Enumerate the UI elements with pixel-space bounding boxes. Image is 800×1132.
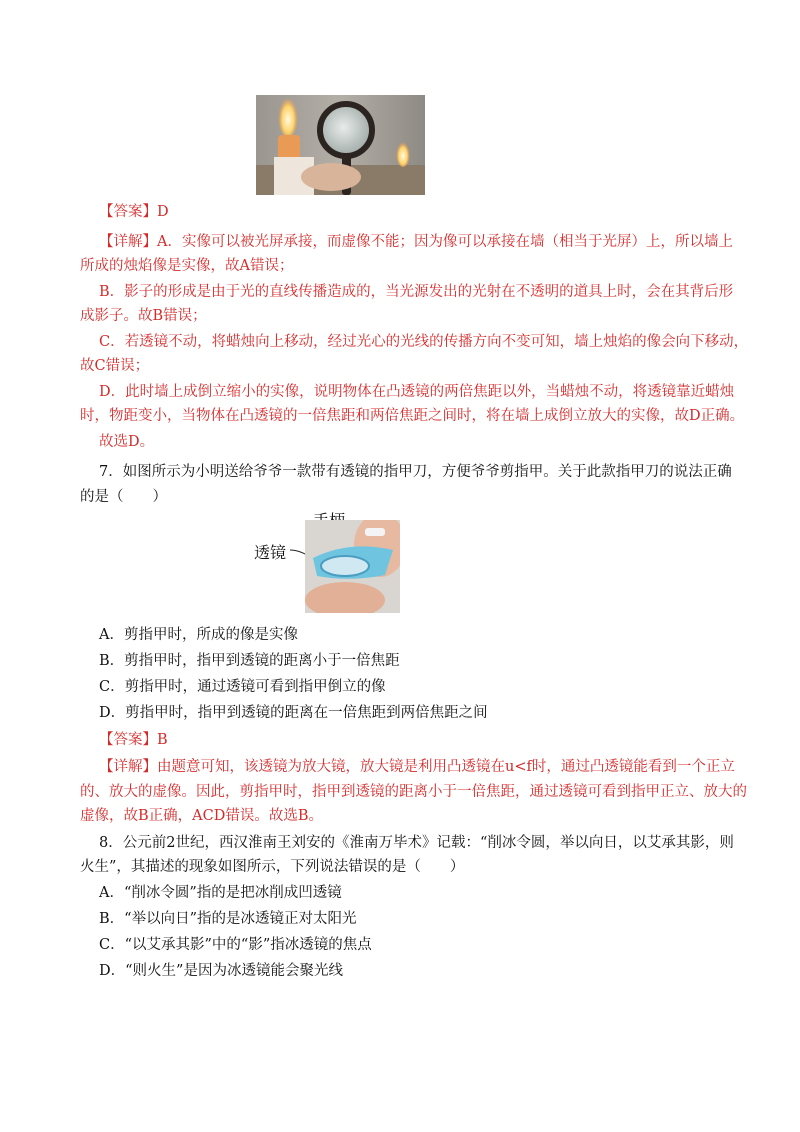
nail-clipper-photo <box>305 520 400 613</box>
q7-stem-line-2: 的是（ ） <box>80 489 167 505</box>
q7-detail-line-3: 虚像，故B正确，ACD错误。故选B。 <box>80 808 324 824</box>
q6-detail-line-9: 故选D。 <box>99 434 155 450</box>
q6-answer <box>99 202 169 222</box>
q7-detail-line-2: 的、放大的虚像。因此，剪指甲时，指甲到透镜的距离小于一倍焦距，通过透镜可看到指甲正立、放大的 <box>80 784 747 800</box>
q7-option-c: C．剪指甲时，通过透镜可看到指甲倒立的像 <box>99 679 386 695</box>
q8-stem-line-1: 8．公元前2世纪，西汉淮南王刘安的《淮南万毕术》记载：“削冰令圆，举以向日，以艾承其影，则 <box>99 835 734 851</box>
q6-detail-line-1 <box>99 232 733 252</box>
q8-option-a: A．“削冰令圆”指的是把冰削成凹透镜 <box>99 885 342 901</box>
q8-option-b: B．“举以向日”指的是冰透镜正对太阳光 <box>99 911 357 927</box>
q7-option-a: A．剪指甲时，所成的像是实像 <box>99 627 298 643</box>
answer-tag: 【答案】 <box>99 732 157 748</box>
answer-tag: 【答案】 <box>99 204 157 220</box>
q6-detail-line-6: 故C错误； <box>80 358 150 374</box>
q6-detail-line-2: 所成的烛焰像是实像，故A错误； <box>80 258 294 274</box>
answer-value: B <box>157 732 168 748</box>
figure-label-lens: 透镜 <box>254 543 287 562</box>
q6-detail-line-7: D．此时墙上成倒立缩小的实像，说明物体在凸透镜的两倍焦距以外，当蜡烛不动，将透镜靠近蜡烛 <box>99 384 735 400</box>
q7-detail-line-1 <box>99 757 735 777</box>
detail-tag: 【详解】 <box>99 234 157 250</box>
q7-option-b: B．剪指甲时，指甲到透镜的距离小于一倍焦距 <box>99 653 400 669</box>
q8-option-c: C．“以艾承其影”中的“影”指冰透镜的焦点 <box>99 937 372 953</box>
q6-detail-line-3: B．影子的形成是由于光的直线传播造成的，当光源发出的光射在不透明的道具上时，会在其背后形 <box>99 284 734 300</box>
detail-tag: 【详解】 <box>99 759 157 775</box>
detail-text: 由题意可知，该透镜为放大镜，放大镜是利用凸透镜在u<f时，通过凸透镜能看到一个正立 <box>157 759 735 775</box>
answer-value: D <box>157 204 169 220</box>
q7-stem-line-1: 7．如图所示为小明送给爷爷一款带有透镜的指甲刀，方便爷爷剪指甲。关于此款指甲刀的说法正确 <box>99 464 732 480</box>
detail-text: A．实像可以被光屏承接，而虚像不能；因为像可以承接在墙（相当于光屏）上，所以墙上 <box>157 234 733 250</box>
q7-option-d: D．剪指甲时，指甲到透镜的距离在一倍焦距到两倍焦距之间 <box>99 705 488 721</box>
q7-answer <box>99 730 168 750</box>
candle-magnifier-photo <box>256 95 425 195</box>
q6-detail-line-4: 成影子。故B错误； <box>80 308 207 324</box>
q6-detail-line-8: 时，物距变小，当物体在凸透镜的一倍焦距和两倍焦距之间时，将在墙上成倒立放大的实像，故D正确。 <box>80 408 745 424</box>
q6-detail-line-5: C．若透镜不动，将蜡烛向上移动，经过光心的光线的传播方向不变可知，墙上烛焰的像会向下移动， <box>99 334 749 350</box>
q8-stem-line-2: 火生”，其描述的现象如图所示，下列说法错误的是（ ） <box>80 859 465 875</box>
q8-option-d: D．“则火生”是因为冰透镜能会聚光线 <box>99 963 343 979</box>
